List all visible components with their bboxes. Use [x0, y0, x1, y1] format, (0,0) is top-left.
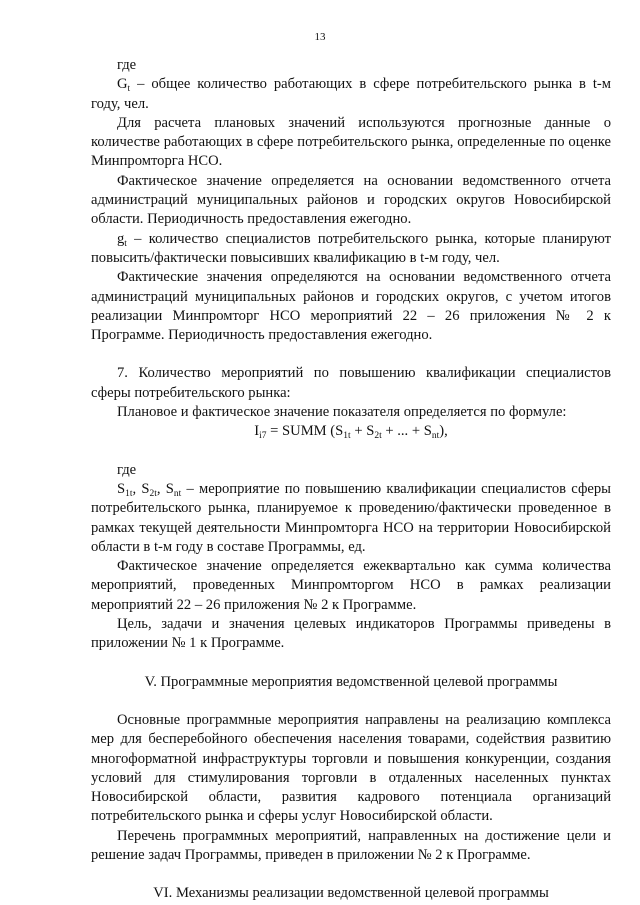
- formula-part-2: + S: [350, 423, 375, 440]
- symbol-S2: , S: [132, 480, 150, 497]
- symbol-Sn-subscript: nt: [173, 488, 182, 499]
- paragraph-fact-value-2: Фактические значения определяются на основании ведомственного отчета администраций муниципальных районов и городских округов, с учетом итогов реализации Минпромторг НСО мероприятий 22 – 26 приложения № 2 к Программе. Периодичность предоставления ежегодно.: [91, 269, 611, 344]
- spacer: [91, 865, 611, 884]
- section-heading-6: VI. Механизмы реализации ведомственной целевой программы: [153, 885, 549, 902]
- formula-part-4: ),: [439, 423, 448, 440]
- symbol-G-subscript: t: [127, 84, 131, 95]
- paragraph-measures-list: Перечень программных мероприятий, направленных на достижение цели и решение задач Программы, приведен в приложении № 2 к Программе.: [91, 827, 611, 863]
- symbol-S1: S: [117, 480, 126, 497]
- paragraph-gde-1: где: [117, 57, 137, 73]
- paragraph-gde-2: где: [117, 461, 137, 478]
- formula-lhs: I: [254, 423, 260, 440]
- S-definition-text: – мероприятие по повышению квалификации специалистов сферы потребительского рынка, планируемое к проведению/фактически проведенное в рамках текущей деятельности Минпромторга НСО на территории Новосибирской области в t-м году в составе Программы, ед.: [91, 480, 611, 555]
- spacer: [91, 345, 611, 364]
- formula-s2-subscript: 2t: [374, 431, 382, 442]
- paragraph-S-definition: [91, 480, 611, 557]
- spacer: [91, 442, 611, 461]
- page-number: 13: [314, 31, 326, 43]
- paragraph-item-7: 7. Количество мероприятий по повышению квалификации специалистов сферы потребительского рынка:: [91, 365, 611, 401]
- g-definition-text: – количество специалистов потребительского рынка, которые планируют повысить/фактически повысивших квалификацию в t-м году, чел.: [91, 230, 611, 266]
- symbol-G: G: [117, 76, 128, 93]
- paragraph-main-measures: Основные программные мероприятия направлены на реализацию комплекса мер для бесперебойного обеспечения населения товарами, содействия развитию многоформатной инфраструктуры торговли и повышения конкуренции, создания условий для стимулирования торговли в отдаленных населенных пунктах Новосибирской области, развития кадрового потенциала организаций потребительского рынка и сферы услуг Новосибирской области.: [91, 711, 611, 825]
- formula-i7: [91, 422, 611, 441]
- symbol-Sn: , S: [156, 480, 174, 497]
- formula-part-3: + ... + S: [381, 423, 432, 440]
- paragraph-G-definition: [91, 75, 611, 114]
- formula-s1-subscript: 1t: [343, 431, 351, 442]
- symbol-g-subscript: t: [124, 238, 127, 249]
- formula-sn-subscript: nt: [431, 431, 440, 442]
- paragraph-plan-values: Для расчета плановых значений используются прогнозные данные о количестве работающих в сфере потребительского рынка, определенные по оценке Минпромторга НСО.: [91, 114, 611, 170]
- paragraph-g-definition: [91, 230, 611, 269]
- spacer: [91, 692, 611, 711]
- paragraph-formula-intro: Плановое и фактическое значение показателя определяется по формуле:: [117, 404, 567, 421]
- symbol-S2-subscript: 2t: [149, 488, 157, 499]
- formula-part-1: = SUMM (S: [266, 423, 344, 440]
- paragraph-fact-value-1: Фактическое значение определяется на основании ведомственного отчета администраций муниципальных районов и городских округов Новосибирской области. Периодичность предоставления ежегодно.: [91, 172, 611, 228]
- paragraph-goal: Цель, задачи и значения целевых индикаторов Программы приведены в приложении № 1 к Программе.: [91, 616, 611, 652]
- symbol-S1-subscript: 1t: [125, 488, 133, 499]
- G-definition-text: – общее количество работающих в сфере потребительского рынка в t-м году, чел.: [91, 76, 611, 112]
- page-body: [91, 56, 611, 904]
- symbol-g: g: [117, 230, 125, 247]
- spacer: [91, 654, 611, 673]
- formula-lhs-subscript: i7: [259, 431, 267, 442]
- section-heading-5: V. Программные мероприятия ведомственной целевой программы: [144, 673, 558, 690]
- paragraph-fact-value-3: Фактическое значение определяется ежеквартально как сумма количества мероприятий, проведенных Минпромторгом НСО в рамках реализации мероприятий 22 – 26 приложения № 2 к Программе.: [91, 558, 611, 613]
